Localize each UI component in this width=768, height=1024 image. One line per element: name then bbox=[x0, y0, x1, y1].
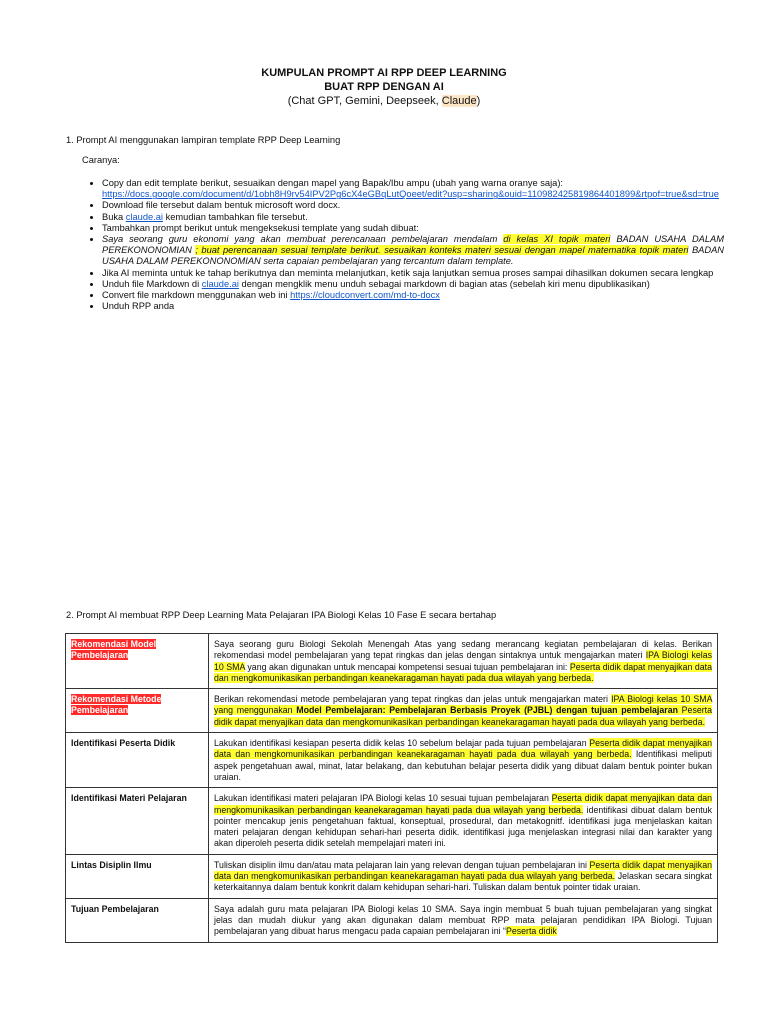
ai-tools-close: ) bbox=[476, 95, 481, 107]
section-1-heading: 1. Prompt AI menggunakan lampiran template RPP Deep Learning bbox=[66, 135, 341, 145]
prompt-text: BADAN USAHA DALAM PEREKONONOMIAN serta capaian pembelajaran yang tercantum dalam template. bbox=[102, 245, 724, 267]
list-item bbox=[102, 290, 724, 301]
prompt-text: BADAN USAHA DALAM PEREKONONOMIAN bbox=[102, 234, 725, 256]
prompt-highlight: Peserta didik dapat menyajikan data dan mengkomunikasikan perbandingan keanekaragaman hayati pada dua wilayah yang berbeda. bbox=[214, 661, 713, 683]
step-text: kemudian tambahkan file tersebut. bbox=[163, 211, 308, 222]
document-subtitle: BUAT RPP DENGAN AI bbox=[324, 81, 444, 93]
prompt-highlight: ; buat perencanaan sesuai template berikut. sesuaikan konteks materi sesuai dengan mapel matematika topik materi bbox=[195, 245, 689, 256]
prompt-text: Saya seorang guru ekonomi yang akan membuat perencanaan pembelajaran mendalam bbox=[102, 234, 504, 245]
ai-tools-text: (Chat GPT, Gemini, Deepseek, bbox=[287, 95, 442, 107]
step-text: Unduh file Markdown di bbox=[102, 278, 202, 289]
row-key bbox=[66, 689, 209, 733]
prompt-text: Lakukan identifikasi materi pelajaran IPA Biologi kelas 10 sesuai tujuan pembelajaran bbox=[214, 793, 552, 804]
table-row bbox=[66, 634, 718, 689]
ai-tools-line bbox=[0, 94, 768, 108]
row-prompt bbox=[209, 689, 718, 733]
prompt-highlight: IPA Biologi kelas 10 SMA bbox=[611, 694, 712, 705]
caranya-label: Caranya: bbox=[82, 155, 120, 165]
prompt-highlight: Model Pembelajaran: Pembelajaran Berbasis Proyek (PJBL) dengan tujuan pembelajaran bbox=[296, 705, 678, 716]
list-item: • Download file tersebut dalam bentuk microsoft word docx. bbox=[102, 200, 724, 211]
claude-link[interactable]: claude.ai bbox=[201, 278, 239, 289]
row-key: Tujuan Pembelajaran bbox=[66, 898, 209, 942]
prompt-text: Tuliskan disiplin ilmu dan/atau mata pelajaran lain yang relevan dengan tujuan pembelajaran ini bbox=[214, 859, 590, 870]
steps-list bbox=[82, 178, 724, 312]
document-title: KUMPULAN PROMPT AI RPP DEEP LEARNING bbox=[261, 67, 507, 79]
list-item bbox=[102, 212, 724, 223]
prompt-text: Saya seorang guru Biologi Sekolah Menengah Atas yang sedang merancang kegiatan pembelajaran di kelas. Berikan rekomendasi model pembelajaran yang tepat ringkas dan jelas dengan sintaknya untuk mengajarkan materi bbox=[214, 639, 712, 661]
step-text: dengan mengklik menu unduh sebagai markdown di bagian atas (sebelah kiri menu dipublikasikan) bbox=[238, 278, 650, 289]
row-prompt bbox=[209, 898, 718, 942]
row-prompt bbox=[209, 854, 718, 898]
section-2-heading: 2. Prompt AI membuat RPP Deep Learning Mata Pelajaran IPA Biologi Kelas 10 Fase E secara bertahap bbox=[66, 610, 497, 620]
prompt-highlight: Peserta didik bbox=[505, 926, 557, 937]
prompt-text: identifikasi dibuat dalam bentuk pointer mencakup jenis pengetahuan faktual, konseptual, prosedural, dan metakognitf. identifikasi juga menjelaskan kaitan materi pelajaran dengan kehidupan sehari-hari peserta didik. identifikasi juga menjelaskan integrasi nilai dan karakter yang akan diperoleh peserta didik setelah mempelajari materi ini. bbox=[214, 804, 712, 849]
prompt-highlight: Peserta didik dapat menyajikan data dan mengkomunikasikan perbandingan keanekaragaman hayati pada dua wilayah yang berbeda. bbox=[214, 859, 712, 882]
list-item: • Unduh RPP anda bbox=[102, 301, 724, 312]
row-key-label: Rekomendasi Metode Pembelajaran bbox=[71, 694, 162, 716]
row-prompt bbox=[209, 788, 718, 854]
prompt-text: Jelaskan secara singkat keterkaitannya dalam bentuk konkrit dalam kehidupan sehari-hari. Tuliskan dalam bentuk pointer tidak uraian. bbox=[214, 871, 713, 893]
prompt-highlight: IPA Biologi kelas 10 SMA bbox=[214, 650, 712, 672]
table-row bbox=[66, 854, 718, 898]
prompt-text: Identifikasi meliputi aspek pengetahuan awal, minat, latar belakang, dan kebutuhan belajar peserta didik yang dibuat dalam bentuk pointer bukan uraian. bbox=[214, 749, 713, 782]
row-prompt bbox=[209, 733, 718, 788]
template-link[interactable]: https://docs.google.com/document/d/1obh8H9rv54IPV2Pg6cX4eGBqLutQoeet/edit?usp=sharing&ouid=110982425819864401899&rtpof=true&sd=true bbox=[102, 189, 719, 200]
claude-link[interactable]: claude.ai bbox=[125, 211, 163, 222]
prompt-text: Lakukan identifikasi kesiapan peserta didik kelas 10 sebelum belajar pada tujuan pembelajaran bbox=[214, 738, 590, 749]
row-key: Identifikasi Materi Pelajaran bbox=[66, 788, 209, 854]
table-row bbox=[66, 733, 718, 788]
prompt-text: Saya adalah guru mata pelajaran IPA Biologi kelas 10 SMA. Saya ingin membuat 5 buah tujuan pembelajaran yang singkat jelas dan mudah diukur yang akan digunakan dalam membuat RPP mata pelajaran pendidikan IPA Biologi. Tujuan pembelajaran yang dibuat harus mengacu pada capaian pembelajaran ini “ bbox=[214, 903, 712, 937]
prompt-highlight: Peserta didik dapat menyajikan data dan mengkomunikasikan perbandingan keanekaragaman hayati pada dua wilayah yang berbeda. bbox=[214, 738, 712, 760]
cloudconvert-link[interactable]: https://cloudconvert.com/md-to-docx bbox=[290, 290, 440, 301]
prompt-table bbox=[65, 633, 718, 943]
row-prompt bbox=[209, 634, 718, 689]
prompt-highlight: di kelas XI topik materi bbox=[503, 234, 611, 245]
prompt-text: yang menggunakan bbox=[214, 705, 297, 716]
list-item: • Jika AI meminta untuk ke tahap berikutnya dan meminta melanjutkan, ketik saja lanjutkan semua proses sampai dihasilkan dokumen secara lengkap bbox=[102, 268, 724, 279]
step-text: Copy dan edit template berikut, sesuaikan dengan mapel yang Bapak/Ibu ampu (ubah yang warna oranye saja): bbox=[102, 178, 564, 188]
prompt-text: yang akan digunakan untuk mencapai kompetensi sesuai tujuan pembelajaran ini: bbox=[244, 661, 570, 672]
prompt-item bbox=[102, 234, 724, 268]
prompt-text: Berikan rekomendasi metode pembelajaran yang tepat ringkas dan jelas untuk mengajarkan materi bbox=[214, 694, 612, 705]
table-row bbox=[66, 898, 718, 942]
row-key-label: Rekomendasi Model Pembelajaran bbox=[71, 639, 157, 661]
row-key bbox=[66, 634, 209, 689]
list-item: • Tambahkan prompt berikut untuk mengeksekusi template yang sudah dibuat: bbox=[102, 223, 724, 234]
row-key: Identifikasi Peserta Didik bbox=[66, 733, 209, 788]
table-row bbox=[66, 689, 718, 733]
prompt-highlight: Peserta didik dapat menyajikan data dan mengkomunikasikan perbandingan keanekaragaman hayati pada dua wilayah yang berbeda. bbox=[214, 705, 712, 727]
step-text: Convert file markdown menggunakan web ini bbox=[102, 290, 291, 301]
prompt-highlight: Peserta didik dapat menyajikan data dan mengkomunikasikan perbandingan keanekaragaman hayati pada dua wilayah yang berbeda. bbox=[214, 793, 712, 815]
list-item bbox=[102, 279, 724, 290]
claude-highlight: Claude bbox=[441, 95, 477, 107]
row-key: Lintas Disiplin Ilmu bbox=[66, 854, 209, 898]
step-text: Buka bbox=[102, 211, 126, 222]
table-row bbox=[66, 788, 718, 854]
list-item bbox=[102, 178, 724, 200]
